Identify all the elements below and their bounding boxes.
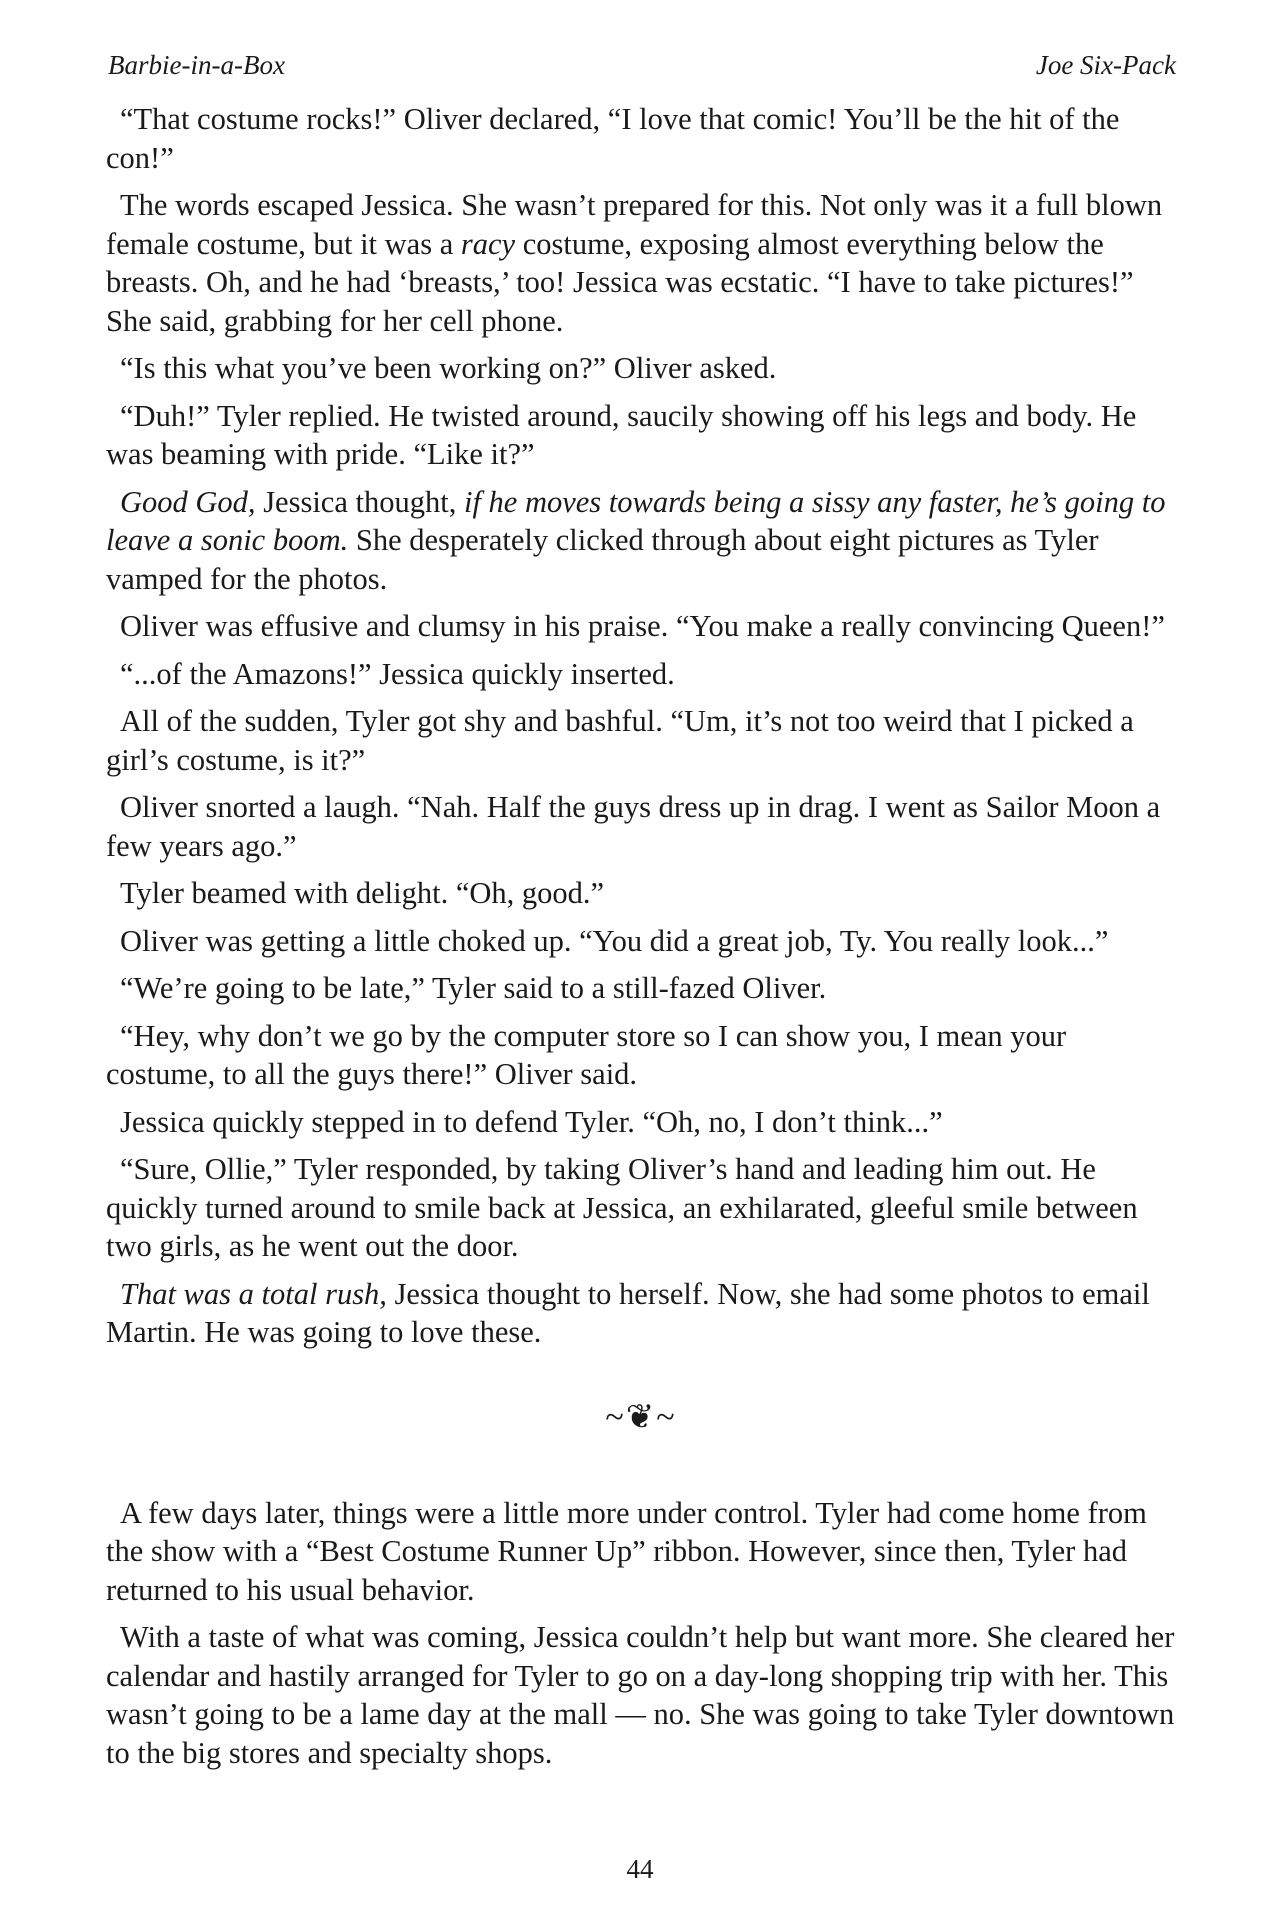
paragraph bbox=[106, 483, 1176, 599]
paragraph bbox=[106, 874, 1176, 913]
paragraph bbox=[106, 1275, 1176, 1352]
italic-text-run: racy bbox=[460, 226, 516, 261]
paragraph bbox=[106, 349, 1176, 388]
paragraph bbox=[106, 1103, 1176, 1142]
italic-text-run: Good God, bbox=[120, 484, 256, 519]
text-run: “Sure, Ollie,” Tyler responded, by taking Oliver’s hand and leading him out. He quickly turned around to smile back at Jessica, an exhilarated, gleeful smile between two girls, as he went out the door. bbox=[106, 1152, 1138, 1263]
text-run: “Hey, why don’t we go by the computer store so I can show you, I mean your costume, to all the guys there!” Oliver said. bbox=[106, 1018, 1067, 1091]
text-run: Jessica thought to herself. Now, she had some photos to email Martin. He was going to love these. bbox=[106, 1276, 1150, 1349]
text-section-before-break bbox=[106, 100, 1176, 1352]
text-section-after-break bbox=[106, 1494, 1176, 1773]
running-head-author: Joe Six-Pack bbox=[1035, 50, 1176, 80]
text-run: costume, exposing almost everything below the breasts. Oh, and he had ‘breasts,’ too! Jessica was ecstatic. “I have to take pictures!” She said, grabbing for her cell phone. bbox=[106, 226, 1134, 338]
running-head-book-title: Barbie-in-a-Box bbox=[108, 50, 285, 80]
italic-text-run: if he moves towards being a sissy any faster, he’s going to leave a sonic boom. bbox=[106, 484, 1166, 557]
text-run: “Duh!” Tyler replied. He twisted around, saucily showing off his legs and body. He was beaming with pride. “Like it?” bbox=[106, 398, 1137, 471]
italic-text-run: That was a total rush, bbox=[120, 1276, 387, 1311]
paragraph bbox=[106, 186, 1176, 340]
section-break-ornament: ~❦~ bbox=[605, 1398, 677, 1436]
paragraph bbox=[106, 607, 1176, 646]
body-text bbox=[106, 100, 1176, 1781]
text-run: All of the sudden, Tyler got shy and bashful. “Um, it’s not too weird that I picked a girl’s costume, is it?” bbox=[106, 704, 1134, 777]
paragraph bbox=[106, 788, 1176, 865]
text-run: A few days later, things were a little more under control. Tyler had come home from the show with a “Best Costume Runner Up” ribbon. However, since then, Tyler had returned to his usual behavior. bbox=[106, 1495, 1147, 1607]
text-run: “Is this what you’ve been working on?” Oliver asked. bbox=[120, 351, 777, 385]
paragraph bbox=[106, 1150, 1176, 1266]
text-run: Oliver was getting a little choked up. “You did a great job, Ty. You really look...” bbox=[120, 923, 1109, 958]
text-run: “...of the Amazons!” Jessica quickly inserted. bbox=[120, 656, 675, 691]
page-number: 44 bbox=[626, 1854, 654, 1884]
running-head bbox=[108, 48, 1176, 82]
paragraph bbox=[106, 655, 1176, 694]
paragraph bbox=[106, 397, 1176, 474]
text-run: Jessica quickly stepped in to defend Tyler. “Oh, no, I don’t think...” bbox=[120, 1104, 943, 1139]
text-run: “We’re going to be late,” Tyler said to a still-fazed Oliver. bbox=[120, 971, 827, 1005]
text-run: With a taste of what was coming, Jessica couldn’t help but want more. She cleared her calendar and hastily arranged for Tyler to go on a day-long shopping trip with her. This wasn’t going to be a lame day at the mall — no. She was going to take Tyler downtown to the big stores and specialty shops. bbox=[106, 1620, 1175, 1770]
paragraph bbox=[106, 1494, 1176, 1610]
text-run: “That costume rocks!” Oliver declared, “I love that comic! You’ll be the hit of the con!” bbox=[106, 102, 1120, 175]
text-run: The words escaped Jessica. She wasn’t prepared for this. Not only was it a full blown female costume, but it was a bbox=[106, 188, 1163, 261]
text-run: Jessica thought, bbox=[255, 484, 464, 519]
text-run: Oliver snorted a laugh. “Nah. Half the guys dress up in drag. I went as Sailor Moon a few years ago.” bbox=[106, 790, 1161, 863]
paragraph bbox=[106, 702, 1176, 779]
text-run: She desperately clicked through about eight pictures as Tyler vamped for the photos. bbox=[106, 523, 1099, 596]
paragraph bbox=[106, 969, 1176, 1008]
paragraph bbox=[106, 100, 1176, 177]
text-run: Tyler beamed with delight. “Oh, good.” bbox=[120, 876, 605, 910]
paragraph bbox=[106, 1618, 1176, 1772]
paragraph bbox=[106, 922, 1176, 961]
text-run: Oliver was effusive and clumsy in his praise. “You make a really convincing Queen!” bbox=[120, 609, 1165, 643]
paragraph bbox=[106, 1017, 1176, 1094]
